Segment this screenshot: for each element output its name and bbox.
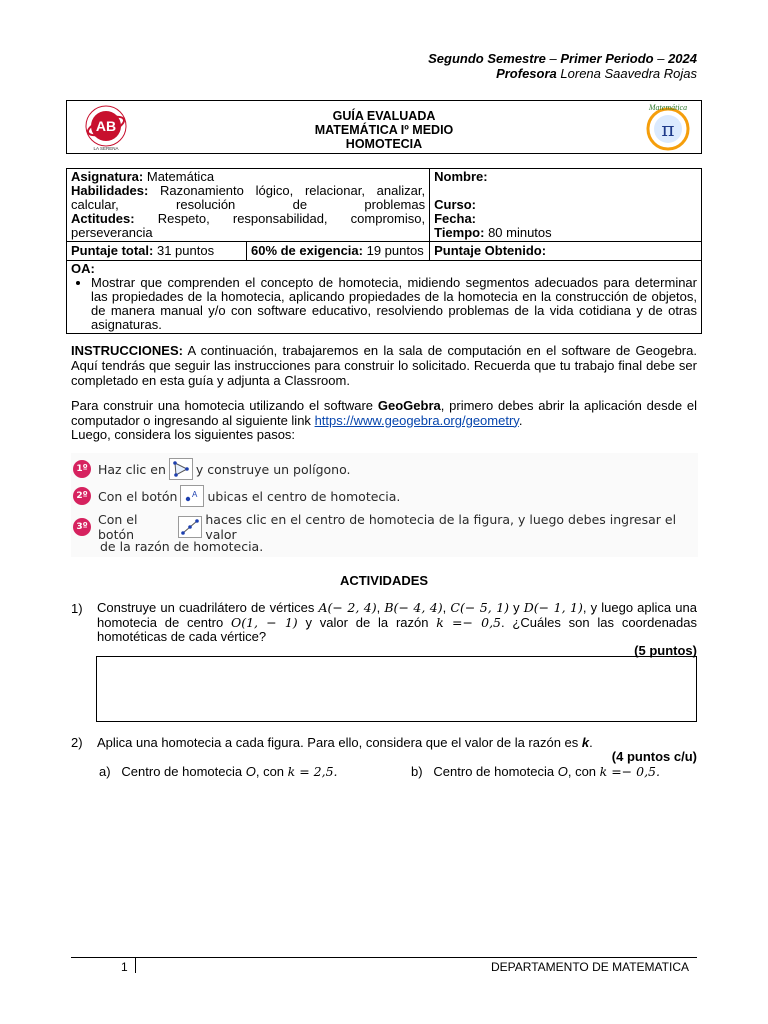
habilidades-label: Habilidades: bbox=[71, 183, 149, 198]
q2a-o: O bbox=[245, 764, 256, 779]
point-tool-icon bbox=[180, 485, 204, 507]
oa-item: • Mostrar que comprenden el concepto de homotecia, midiendo segmentos adecuados para determinar las propiedades de la homotecia, aplicando propiedades de la homotecia en la construcción de objetos, de manera manual y/o con software educativo, resolviendo problemas de la vida cotidiana y de otras asignaturas. bbox=[91, 276, 697, 332]
step-3-text-after: haces clic en el centro de homotecia de la figura, y luego debes ingresar el valor bbox=[205, 512, 677, 542]
q1-text-4: . ¿Cuáles son las coordenadas homotéticas de cada vértice? bbox=[97, 614, 697, 644]
info-left-cell bbox=[67, 169, 430, 242]
step-2 bbox=[73, 485, 400, 507]
asignatura-value: Matemática bbox=[146, 169, 215, 184]
semestre-header bbox=[428, 51, 697, 81]
profesora-line bbox=[428, 66, 697, 81]
step-1-text-after: y construye un polígono. bbox=[195, 461, 351, 477]
school-logo-city: LA SERENA bbox=[93, 146, 119, 151]
geogebra-link[interactable]: https://www.geogebra.org/geometry bbox=[314, 412, 519, 428]
q1-vertex-d: D(− 1, 1) bbox=[523, 600, 583, 615]
q2-k: k bbox=[581, 735, 590, 750]
puntaje-obtenido-label: Puntaje Obtenido: bbox=[434, 243, 547, 258]
q2b-text: Centro de homotecia bbox=[433, 764, 555, 779]
question-2-points: (4 puntos c/u) bbox=[611, 749, 697, 764]
actitudes-label: Actitudes: bbox=[71, 211, 135, 226]
exigencia-cell bbox=[246, 242, 429, 261]
q2a-text: Centro de homotecia bbox=[121, 764, 243, 779]
dash: – bbox=[657, 51, 665, 66]
school-logo-initials: AB bbox=[95, 118, 117, 134]
habilidades-value: Razonamiento lógico, relacionar, analizar, calcular, resolución de problemas bbox=[71, 183, 426, 212]
curso-label[interactable]: Curso: bbox=[434, 197, 476, 212]
step-1 bbox=[73, 458, 350, 480]
page-number: 1 bbox=[121, 960, 128, 974]
q1-text-1: Construye un cuadrilátero de vértices bbox=[97, 600, 315, 615]
geogebra-text-3: . bbox=[518, 412, 523, 428]
q1-text-2: , y luego aplica una homotecia de centro bbox=[97, 600, 697, 630]
q2a-label: a) bbox=[99, 764, 111, 779]
question-2b bbox=[411, 764, 660, 779]
semestre-line bbox=[428, 51, 697, 66]
profesora-label: Profesora bbox=[496, 66, 557, 81]
guia-title: GUÍA EVALUADA bbox=[332, 109, 436, 123]
question-2a bbox=[99, 764, 338, 779]
geogebra-paragraph bbox=[71, 399, 697, 443]
actitudes-row bbox=[71, 212, 425, 240]
q2b-ratio: k =− 0,5. bbox=[599, 764, 660, 779]
fecha-label[interactable]: Fecha: bbox=[434, 211, 477, 226]
q2-text: Aplica una homotecia a cada figura. Para ello, considera que el valor de la razón es bbox=[97, 735, 579, 750]
periodo-text: Primer Periodo bbox=[560, 51, 654, 66]
q2b-con: , con bbox=[567, 764, 597, 779]
math-logo bbox=[639, 102, 697, 152]
exigencia-label: 60% de exigencia: bbox=[250, 243, 363, 258]
q2a-con: , con bbox=[255, 764, 285, 779]
habilidades-row bbox=[71, 184, 425, 212]
dilate-tool-icon bbox=[178, 516, 202, 538]
q1-vertex-c: C(− 5, 1) bbox=[450, 600, 510, 615]
geogebra-intro bbox=[71, 399, 697, 428]
dash: – bbox=[549, 51, 557, 66]
q1-vertex-b: B(− 4, 4) bbox=[384, 600, 443, 615]
question-1-answer-box[interactable] bbox=[96, 656, 697, 722]
department-name: DEPARTAMENTO DE MATEMATICA bbox=[490, 960, 689, 974]
geogebra-text-2: , primero debes abrir la aplicación desde el computador o ingresando al siguiente link bbox=[71, 398, 698, 428]
svg-text:A: A bbox=[192, 490, 198, 499]
asignatura-label: Asignatura: bbox=[71, 169, 144, 184]
steps-image bbox=[71, 453, 698, 557]
asignatura-row bbox=[71, 170, 425, 184]
subject-title: MATEMÁTICA Iº MEDIO bbox=[314, 123, 454, 137]
math-logo-word: Matemática bbox=[648, 103, 688, 112]
instrucciones-text: A continuación, trabajaremos en la sala de computación en el software de Geogebra. Aquí tendrás que seguir las instrucciones para construir lo solicitado. Recuerda que tu trabajo final debe ser completado en esta guía y adjunta a Classroom. bbox=[71, 343, 697, 388]
oa-list bbox=[71, 276, 697, 332]
profesora-name: Lorena Saavedra Rojas bbox=[560, 66, 697, 81]
question-1-points: (5 puntos) bbox=[634, 643, 697, 658]
question-2-text bbox=[97, 735, 697, 750]
title-box bbox=[66, 100, 702, 154]
geogebra-steps-intro: Luego, considera los siguientes pasos: bbox=[71, 427, 296, 442]
geogebra-software-name: GeoGebra bbox=[377, 398, 441, 413]
instrucciones-label: INSTRUCCIONES: bbox=[71, 343, 183, 358]
nombre-label[interactable]: Nombre: bbox=[434, 169, 488, 184]
step-1-text-before: Haz clic en bbox=[98, 461, 166, 477]
q1-center: O(1, − 1) bbox=[230, 614, 298, 630]
q1-vertex-a: A(− 2, 4) bbox=[318, 600, 377, 615]
q2b-label: b) bbox=[411, 764, 423, 779]
puntaje-obtenido-cell[interactable] bbox=[430, 242, 702, 261]
step-3-badge: 3º bbox=[73, 518, 91, 536]
step-2-badge: 2º bbox=[73, 487, 91, 505]
q1-text-3: y valor de la razón bbox=[305, 614, 429, 630]
tiempo-label: Tiempo: bbox=[434, 225, 485, 240]
geogebra-text-1: Para construir una homotecia utilizando el software bbox=[71, 398, 374, 413]
q1-and: y bbox=[513, 600, 520, 615]
info-right-cell bbox=[430, 169, 702, 242]
exigencia-value: 19 puntos bbox=[366, 243, 424, 258]
anio-text: 2024 bbox=[668, 51, 697, 66]
step-3-text-before: Con el botón bbox=[98, 512, 138, 542]
step-2-text-after: ubicas el centro de homotecia. bbox=[207, 488, 401, 504]
q2a-ratio: k = 2,5. bbox=[287, 764, 338, 779]
q1-ratio: k =− 0,5 bbox=[436, 614, 502, 630]
semestre-text: Segundo Semestre bbox=[428, 51, 546, 66]
step-3 bbox=[73, 512, 698, 542]
footer-divider bbox=[71, 957, 697, 958]
step-3-text-after-2: de la razón de homotecia. bbox=[100, 539, 264, 554]
question-1-number: 1) bbox=[71, 601, 83, 616]
page-number-bar bbox=[135, 958, 136, 973]
tiempo-row bbox=[434, 226, 697, 240]
title-text bbox=[67, 109, 701, 151]
step-3-continuation bbox=[100, 539, 263, 554]
step-1-badge: 1º bbox=[73, 460, 91, 478]
actitudes-value: Respeto, responsabilidad, compromiso, perseverancia bbox=[71, 211, 426, 240]
oa-label: OA: bbox=[71, 261, 95, 276]
q2b-o: O bbox=[557, 764, 568, 779]
puntaje-total-value: 31 puntos bbox=[156, 243, 215, 258]
instrucciones-paragraph bbox=[71, 343, 697, 388]
topic-title: HOMOTECIA bbox=[345, 137, 423, 151]
question-1-text: Construye un cuadrilátero de vértices A(− 2, 4), B(− 4, 4), C(− 5, 1) y D(− 1, 1), y luego aplica una homotecia de centro O(1, − 1) y valor de la razón k =− 0,5. ¿Cuáles son las coordenadas homotéticas de cada vértice? bbox=[97, 600, 697, 644]
polygon-tool-icon bbox=[169, 458, 193, 480]
info-table bbox=[66, 168, 702, 334]
question-2-number: 2) bbox=[71, 735, 83, 750]
puntaje-total-cell bbox=[67, 242, 247, 261]
q2-period: . bbox=[589, 735, 593, 750]
pi-icon: π bbox=[661, 117, 675, 141]
oa-cell bbox=[67, 261, 702, 334]
tiempo-value: 80 minutos bbox=[488, 225, 552, 240]
step-2-text-before: Con el botón bbox=[98, 488, 178, 504]
actividades-title: ACTIVIDADES bbox=[339, 573, 429, 588]
puntaje-total-label: Puntaje total: bbox=[71, 243, 154, 258]
